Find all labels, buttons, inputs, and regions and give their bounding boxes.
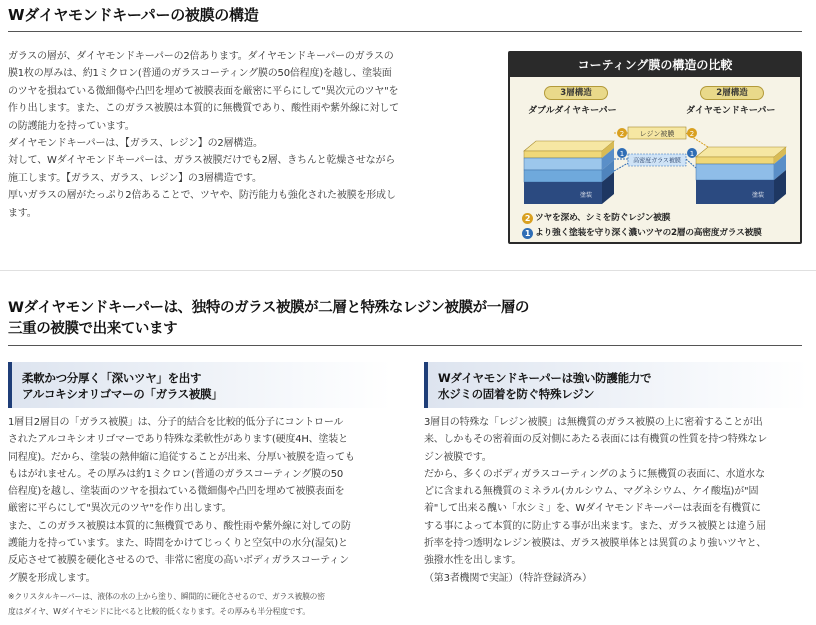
- legend-glass-text: より強く塗装を守り深く濃いツヤの2層の高密度ガラス被膜: [535, 228, 762, 238]
- right-product-name: ダイヤモンドキーパー: [686, 106, 776, 116]
- svg-text:1: 1: [619, 150, 625, 158]
- section2-divider: [8, 345, 802, 346]
- body-line: 強撥水性を出します。: [424, 555, 522, 567]
- body-line: ジン被膜です。: [424, 451, 492, 463]
- glass-coating-heading: [8, 362, 392, 408]
- legend-glass: [522, 225, 761, 239]
- body-line: 来、しかもその密着面の反対側にあたる表面には有機質の性質を持つ特殊なレ: [424, 434, 767, 446]
- paragraph-line: 厚いガラスの層がたっぷり2倍あることで、ツヤや、防汚能力も強化された被膜を形成し: [8, 190, 396, 202]
- body-line: 着"して出来る醜い「水シミ」を、Wダイヤモンドキーパーは表面を有機質に: [424, 503, 761, 515]
- body-line: もはがれません。その厚みは約1ミクロン(普通のガラスコーティング膜の50: [8, 468, 344, 480]
- resin-coating-body: [424, 414, 808, 587]
- body-line: また、このガラス被膜は本質的に無機質であり、酸性雨や紫外線に対しての防: [8, 520, 351, 532]
- paragraph-line: 膜1枚の厚みは、約1ミクロン(普通のガラスコーティング膜の50倍程度)を越し、塗装面: [8, 68, 392, 80]
- heading-line: 柔軟かつ分厚く「深いツヤ」を出す: [22, 371, 202, 385]
- section2-title-line: Wダイヤモンドキーパーは、独特のガラス被膜が二層と特殊なレジン被膜が一層の: [8, 300, 530, 316]
- paragraph-line: 対して、Wダイヤモンドキーパーは、ガラス被膜だけでも2層、きちんと乾燥させながら: [8, 155, 396, 167]
- center-labels: [614, 127, 708, 171]
- right-layer-stack: [696, 147, 786, 204]
- svg-text:2: 2: [619, 130, 625, 138]
- svg-text:2: 2: [689, 130, 695, 138]
- left-product-name: ダブルダイヤキーパー: [528, 106, 617, 116]
- svg-text:1: 1: [689, 150, 695, 158]
- legend-badge-2: 2: [522, 213, 533, 224]
- paragraph-line: ガラスの層が、ダイヤモンドキーパーの2倍あります。ダイヤモンドキーパーのガラスの: [8, 51, 394, 62]
- resin-coating-column: [424, 362, 808, 587]
- paragraph-line: の防護能力を持っています。: [8, 120, 135, 132]
- body-line: する事によって本質的に防止する事が出来ます。また、ガラス被膜とは違う屈: [424, 520, 766, 532]
- section-separator: [0, 270, 816, 271]
- body-line: グ膜を形成します。: [8, 572, 96, 584]
- legend-resin: [522, 210, 670, 224]
- paragraph-line: 作り出します。また、このガラス被膜は本質的に無機質であり、酸性雨や紫外線に対して: [8, 103, 399, 115]
- coating-structure-diagram: [508, 51, 802, 244]
- left-paint-label: 塗装: [580, 192, 593, 199]
- section2-title-line: 三重の被膜で出来ています: [8, 321, 178, 337]
- note-line: 度はダイヤ、Wダイヤモンドに比べると比較的低くなります。その厚みも半分程度です。: [8, 606, 310, 616]
- diagram-title: コーティング膜の構造の比較: [510, 53, 800, 77]
- body-line: 倍程度)を越し、塗装面のツヤを損ねている微細傷や凸凹を埋めて被膜表面を: [8, 486, 345, 498]
- body-line: 厳密に平らにして"異次元のツヤ"を作り出します。: [8, 503, 232, 515]
- body-line: 反応させて被膜を硬化させるので、非常に密度の高いボディガラスコーティン: [8, 555, 349, 567]
- body-line: 同程度)。だから、塗装の熱伸縮に追従することが出来、分厚い被膜を造っても: [8, 451, 355, 463]
- glass-label: 高密度ガラス被膜: [633, 157, 681, 165]
- section1-title: Wダイヤモンドキーパーの被膜の構造: [8, 6, 259, 24]
- section1-paragraph: [8, 48, 448, 222]
- crystal-keeper-note: [8, 589, 392, 619]
- legend-badge-1: 1: [522, 228, 533, 239]
- note-line: ※クリスタルキーパーは、液体の水の上から塗り、瞬間的に硬化させるので、ガラス被膜の密: [8, 591, 325, 601]
- section1-divider: [8, 31, 802, 32]
- left-layer-stack: [524, 141, 614, 204]
- three-layer-pill: 3層構造: [544, 86, 608, 100]
- layer-illustration: [510, 113, 800, 213]
- body-line: どに含まれる無機質のミネラル(カルシウム、マグネシウム、ケイ酸塩)が"固: [424, 486, 759, 498]
- two-layer-pill: 2層構造: [700, 86, 764, 100]
- right-paint-label: 塗装: [752, 192, 765, 199]
- glass-coating-body: [8, 414, 392, 587]
- resin-coating-heading: [424, 362, 808, 408]
- heading-line: アルコキシオリゴマーの「ガラス被膜」: [22, 387, 223, 401]
- body-line: 1層目2層目の「ガラス被膜」は、分子的結合を比較的低分子にコントロール: [8, 417, 344, 428]
- heading-line: 水ジミの固着を防ぐ特殊レジン: [438, 387, 595, 401]
- paragraph-line: ダイヤモンドキーパーは、【ガラス、レジン】の2層構造。: [8, 138, 263, 150]
- glass-coating-column: [8, 362, 392, 619]
- body-line: 3層目の特殊な「レジン被膜」は無機質のガラス被膜の上に密着することが出: [424, 417, 763, 428]
- heading-line: Wダイヤモンドキーパーは強い防護能力で: [438, 371, 652, 385]
- verification-line: （第3者機関で実証）（特許登録済み）: [424, 572, 592, 584]
- body-line: だから、多くのボディガラスコーティングのように無機質の表面に、水道水な: [424, 468, 765, 480]
- body-line: 護能力を持っています。また、時間をかけてじっくりと空気中の水分(湿気)と: [8, 538, 348, 550]
- legend-resin-text: ツヤを深め、シミを防ぐレジン被膜: [535, 213, 671, 223]
- paragraph-line: ます。: [8, 207, 37, 219]
- paragraph-line: のツヤを損ねている微細傷や凸凹を埋めて被膜表面を厳密に平らにして"異次元のツヤ"を: [8, 85, 399, 97]
- body-line: 折率を持つ透明なレジン被膜は、ガラス被膜単体とは異質のより強いツヤと、: [424, 538, 767, 550]
- body-line: されたアルコキシオリゴマーであり特殊な柔軟性があります(硬度4H、塗装と: [8, 434, 348, 446]
- resin-label: レジン被膜: [639, 130, 675, 138]
- section2-title: [8, 298, 529, 340]
- paragraph-line: 施工します。【ガラス、ガラス、レジン】の3層構造です。: [8, 172, 262, 184]
